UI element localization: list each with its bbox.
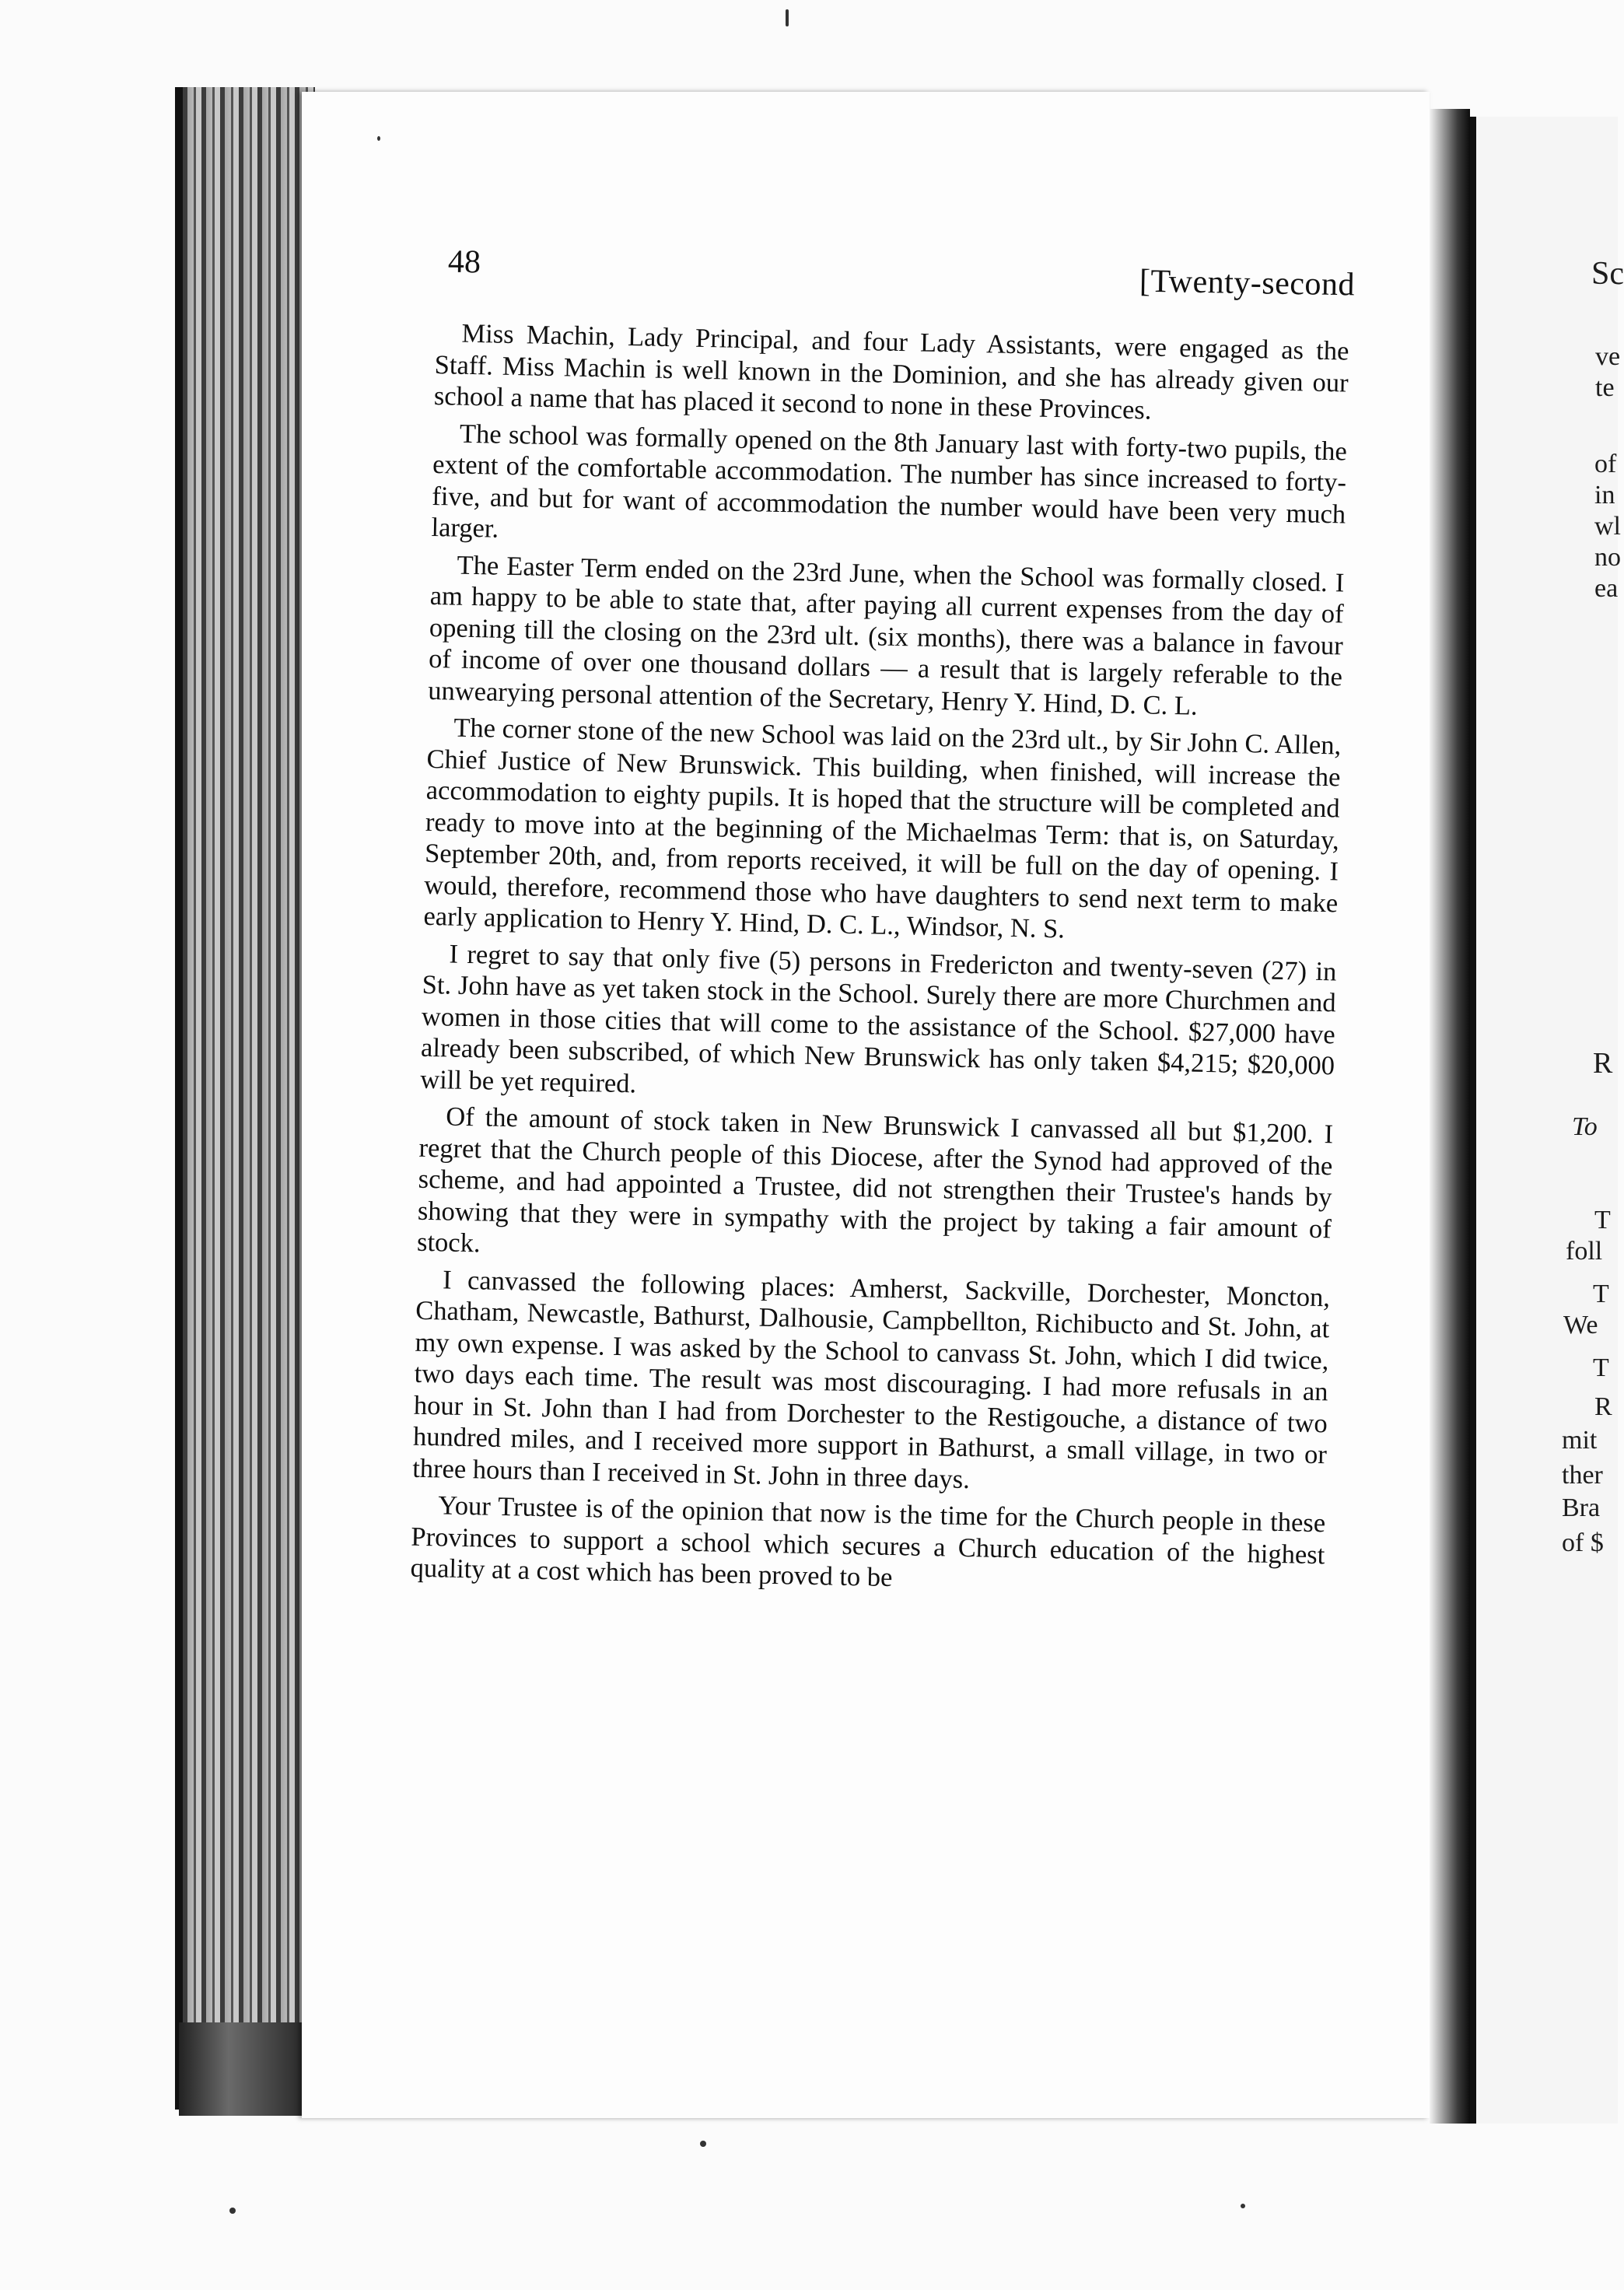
scan-speck: [700, 2141, 706, 2147]
facing-page-text: T: [1593, 1353, 1609, 1382]
facing-page-text: Sc: [1591, 256, 1624, 292]
facing-page-text: mit: [1562, 1426, 1598, 1455]
scan-speck: [786, 9, 789, 26]
scan-speck: [377, 136, 380, 141]
facing-page-text: Bra: [1562, 1493, 1601, 1522]
facing-page-text: We: [1563, 1311, 1598, 1339]
book-page: [302, 92, 1430, 2118]
paragraph: I regret to say that only five (5) persons in Fredericton and twenty-seven (27) in St. John have as yet taken stock in the School. Surely there are more Churchmen and women in those cities that will come to the assistance of the School. $27,000 have already been subscribed, of which New Brunswick has only taken $4,215; $20,000 will be yet required.: [419, 939, 1337, 1098]
facing-page-text: te: [1595, 373, 1615, 402]
facing-page-text: of: [1594, 450, 1617, 478]
facing-page-text: T: [1593, 1280, 1609, 1308]
book-gutter-shadow: [1430, 109, 1470, 2124]
facing-page-text: R: [1593, 1047, 1613, 1080]
book-edge-base: [179, 2022, 303, 2116]
facing-page-text: ve: [1595, 342, 1621, 371]
paragraph: The school was formally opened on the 8th January last with forty-two pupils, the extent of the comfortable accommodation. The number has since increased to forty-five, and but for want of accommodation the number would have been very much larger.: [431, 418, 1348, 544]
facing-page-text: To: [1572, 1112, 1598, 1141]
facing-page-text: in: [1594, 481, 1615, 509]
running-head: [Twenty-second: [1139, 263, 1356, 303]
page-number: 48: [447, 243, 481, 281]
facing-page-text: R: [1594, 1392, 1612, 1421]
paragraph: The Easter Term ended on the 23rd June, when the School was formally closed. I am happy to be able to state that, after paying all current expenses from the day of opening till the closing on the 23rd ult. (six months), there was a balance in favour of income of over one thousand dollars — a result that is largely referable to the unwearying personal attention of the Secretary, Henry Y. Hind, D. C. L.: [427, 550, 1345, 721]
scan-speck: [1241, 2204, 1245, 2208]
facing-page-text: of $: [1562, 1528, 1604, 1557]
book-page-edges: [175, 87, 315, 2110]
facing-page-text: T: [1594, 1206, 1611, 1234]
page-body-text: [410, 317, 1349, 1608]
facing-page-text: ther: [1562, 1461, 1603, 1490]
paragraph: I canvassed the following places: Amherst, Sackville, Dorchester, Moncton, Chatham, Newcastle, Bathurst, Dalhousie, Campbellton, Richibucto and St. John, at my own expense. I was asked by the School to canvass St. John, which I did twice, two days each time. The result was most discouraging. I had more refusals in an hour in St. John than I had from Dorchester to the Restigouche, a distance of two hundred miles, and I received more support in Bathurst, a small village, in two or three hours than I received in St. John in three days.: [411, 1264, 1331, 1494]
paragraph: Miss Machin, Lady Principal, and four Lady Assistants, were engaged as the Staff. Miss Machin is well known in the Dominion, and she has already given our school a name that has placed it second to none in these Provinces.: [433, 318, 1349, 425]
facing-page-text: wl: [1594, 512, 1621, 541]
paragraph: Of the amount of stock taken in New Brunswick I canvassed all but $1,200. I regret that the Church people of this Diocese, after the Synod had approved of the scheme, and had appointed a Trustee, did not strengthen their Trustee's hands by showing that they were in sympathy with the project by taking a fair amount of stock.: [416, 1101, 1334, 1259]
facing-page-text: ea: [1594, 574, 1619, 603]
paragraph: Your Trustee is of the opinion that now is the time for the Church people in these Provinces to support a school which secures a Church education of the highest quality at a cost which has been proved to be: [410, 1490, 1326, 1593]
facing-page-text: no: [1594, 543, 1621, 572]
scan-speck: [229, 2208, 236, 2214]
facing-page-fragment: [1470, 117, 1624, 2124]
facing-page-text: foll: [1566, 1237, 1603, 1266]
paragraph: The corner stone of the new School was laid on the 23rd ult., by Sir John C. Allen, Chief Justice of New Brunswick. This building, when finished, will increase the accommodation to eighty pupils. It is hoped that the structure will be completed and ready to move into at the beginning of the Michaelmas Term: that is, on Saturday, September 20th, and, from reports received, it will be full on the day of opening. I would, therefore, recommend those who have daughters to send next term to make early application to Henry Y. Hind, D. C. L., Windsor, N. S.: [423, 713, 1342, 944]
